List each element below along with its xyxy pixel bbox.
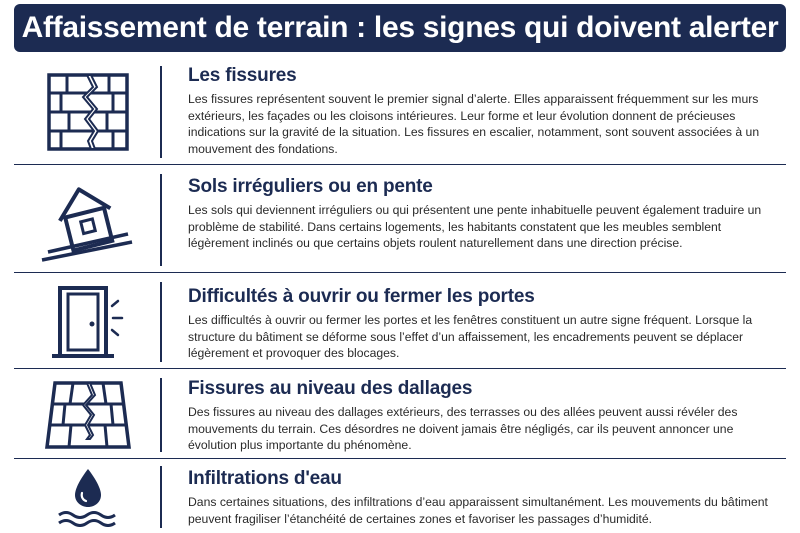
cracked-brick-wall-icon bbox=[38, 70, 138, 154]
divider-vertical bbox=[160, 378, 162, 452]
section-heading: Fissures au niveau des dallages bbox=[188, 378, 473, 399]
divider-vertical bbox=[160, 282, 162, 362]
section-sols bbox=[0, 170, 800, 270]
section-infiltrations bbox=[0, 462, 800, 532]
section-body: Dans certaines situations, des infiltrations d’eau apparaissent simultanément. Les mouvements du bâtiment peuvent fragiliser l’étanchéité de certaines zones et favoriser les passages d’humidité. bbox=[188, 495, 768, 526]
section-separator bbox=[14, 458, 786, 459]
divider-vertical bbox=[160, 466, 162, 528]
stuck-door-icon bbox=[38, 282, 138, 362]
section-fissures bbox=[0, 62, 800, 162]
divider-vertical bbox=[160, 174, 162, 266]
section-portes bbox=[0, 278, 800, 366]
title-banner bbox=[14, 4, 786, 52]
water-drop-icon bbox=[38, 466, 138, 528]
section-text bbox=[188, 176, 773, 252]
section-body: Les sols qui deviennent irréguliers ou qui présentent une pente inhabituelle peuvent également traduire un problème de stabilité. Dans certains logements, les habitants constatent que les meubles semblent légèrement inclinés ou que certains objets roulent naturellement dans une direction précise. bbox=[188, 203, 762, 251]
cracked-paving-icon bbox=[38, 378, 138, 452]
section-heading: Infiltrations d'eau bbox=[188, 468, 342, 489]
section-heading: Difficultés à ouvrir ou fermer les portes bbox=[188, 286, 535, 307]
section-body: Les difficultés à ouvrir ou fermer les portes et les fenêtres constituent un autre signe fréquent. Lorsque la structure du bâtiment se déforme sous l’effet d’un affaissement, les encadrements peuvent se déplacer légèrement et provoquer des blocages. bbox=[188, 313, 753, 361]
section-separator bbox=[14, 272, 786, 273]
section-text bbox=[188, 65, 773, 157]
section-separator bbox=[14, 368, 786, 369]
divider-vertical bbox=[160, 66, 162, 158]
section-body: Des fissures au niveau des dallages extérieurs, des terrasses ou des allées peuvent aussi révéler des mouvements du terrain. Ces désordres ne doivent jamais être négligés, car ils peuvent annoncer une évolution plus importante du phénomène. bbox=[188, 405, 738, 453]
page-title: Affaissement de terrain : les signes qui doivent alerter bbox=[21, 11, 779, 44]
tilted-house-icon bbox=[38, 176, 138, 264]
section-text bbox=[188, 286, 773, 362]
section-heading: Les fissures bbox=[188, 65, 297, 86]
section-heading: Sols irréguliers ou en pente bbox=[188, 176, 433, 197]
section-dallages bbox=[0, 374, 800, 456]
section-body: Les fissures représentent souvent le premier signal d’alerte. Elles apparaissent fréquemment sur les murs extérieurs, les façades ou les cloisons intérieures. Leur forme et leur évolution donnent de précieuses indications sur la gravité de la situation. Les fissures en escalier, notamment, sont souvent associées à un mouvement des fondations. bbox=[188, 92, 760, 156]
section-text bbox=[188, 468, 773, 527]
section-separator bbox=[14, 164, 786, 165]
section-text bbox=[188, 378, 773, 454]
